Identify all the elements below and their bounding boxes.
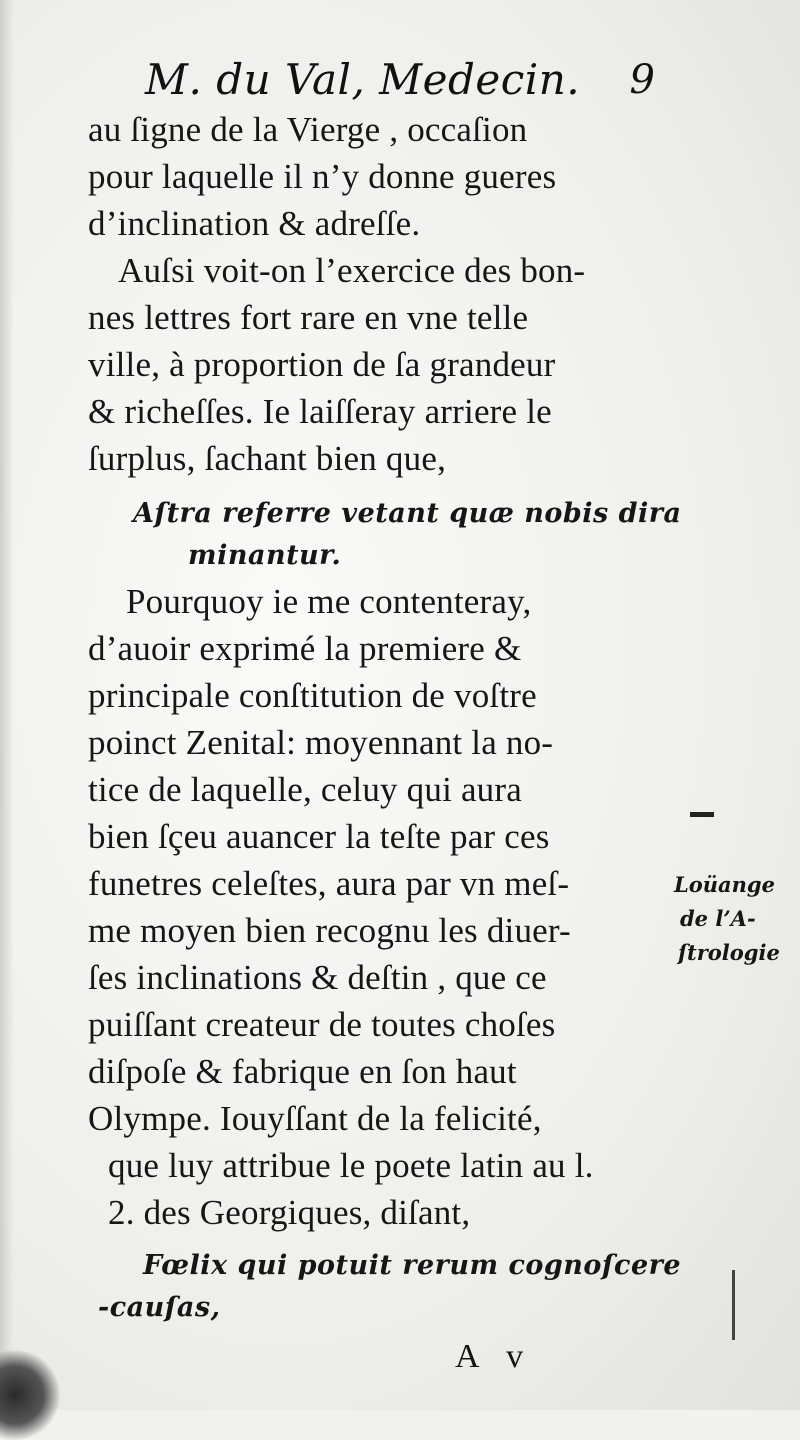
marginal-note-line: Loüange xyxy=(674,872,775,897)
text-line: & richeſſes. Ie laiſſeray arriere le xyxy=(88,392,552,431)
text-line: Auſsi voit-on l’exercice des bon- xyxy=(118,251,586,290)
text-line: nes lettres fort rare en vne telle xyxy=(88,298,529,337)
text-line: tice de laquelle, celuy qui aura xyxy=(88,770,522,809)
text-line: d’auoir exprimé la premiere & xyxy=(88,629,522,668)
verse-line: minantur. xyxy=(188,540,342,571)
text-line: au ſigne de la Vierge , occaſion xyxy=(88,110,528,149)
page-edge-shadow xyxy=(0,0,14,1410)
margin-mark xyxy=(690,812,714,817)
text-line: puiſſant createur de toutes choſes xyxy=(88,1005,556,1044)
text-line: 2. des Georgiques, diſant, xyxy=(108,1193,471,1232)
verse-line: Fœlix qui potuit rerum cognoſcere xyxy=(143,1250,682,1281)
text-line: que luy attribue le poete latin au l. xyxy=(108,1146,594,1185)
text-line: poinct Zenital: moyennant la no- xyxy=(88,723,554,762)
page-number: 9 xyxy=(629,57,655,103)
text-line: ville, à proportion de ſa grandeur xyxy=(88,345,556,384)
text-line: principale conſtitution de voſtre xyxy=(88,676,537,715)
margin-tick xyxy=(732,1270,735,1340)
text-line: d’inclination & adreſſe. xyxy=(88,204,421,243)
text-line: funetres celeſtes, aura par vn meſ- xyxy=(88,864,570,903)
marginal-note xyxy=(674,868,799,970)
verse-line: -cauſas, xyxy=(98,1292,221,1323)
signature-mark: A v xyxy=(455,1338,534,1375)
text-line: Pourquoy ie me contenteray, xyxy=(126,582,532,621)
running-title: M. du Val, Medecin. xyxy=(145,55,581,104)
marginal-note-line: ſtrologie xyxy=(678,940,780,965)
ink-stain xyxy=(0,1350,60,1440)
text-line: Olympe. Iouyſſant de la felicité, xyxy=(88,1099,542,1138)
running-header xyxy=(145,55,665,111)
text-line: pour laquelle il n’y donne gueres xyxy=(88,157,557,196)
text-line: ſes inclinations & deſtin , que ce xyxy=(88,958,547,997)
text-line: bien ſçeu auancer la teſte par ces xyxy=(88,817,550,856)
text-line: ſurplus, ſachant bien que, xyxy=(88,439,447,478)
verse-line: Aſtra referre vetant quæ nobis dira xyxy=(133,498,682,529)
marginal-note-line: de l’A- xyxy=(680,906,756,931)
text-line: diſpoſe & fabrique en ſon haut xyxy=(88,1052,517,1091)
text-line: me moyen bien recognu les diuer- xyxy=(88,911,571,950)
